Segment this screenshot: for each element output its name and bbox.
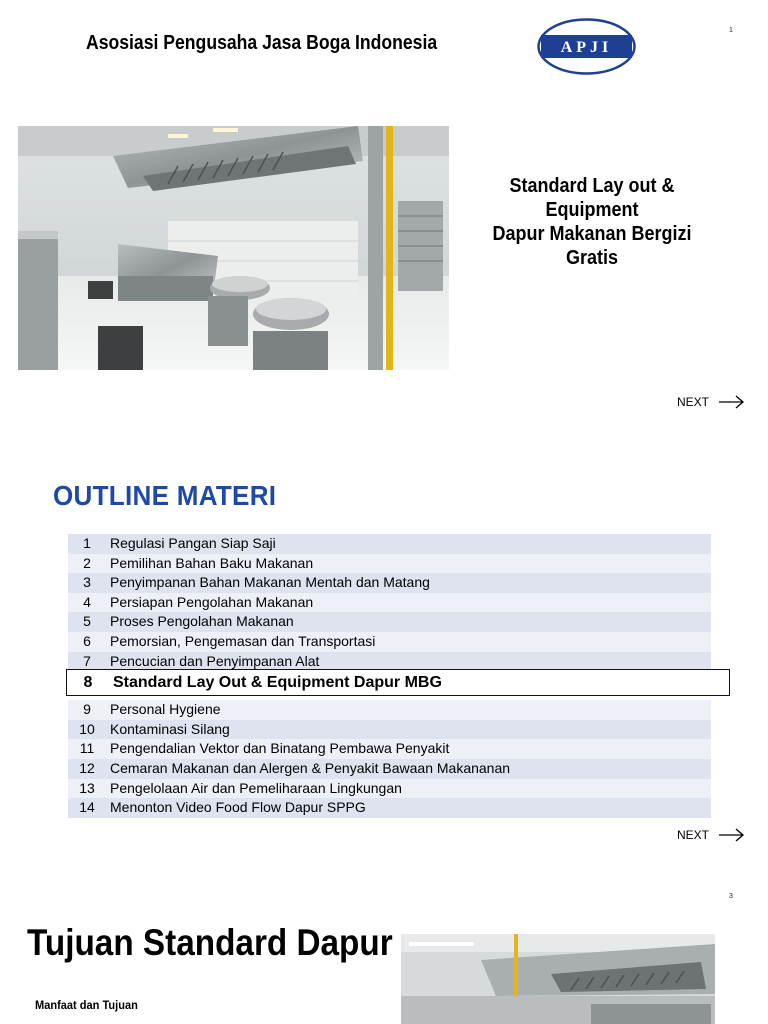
list-item: 2 Pemilihan Bahan Baku Makanan xyxy=(68,554,711,574)
outline-title: OUTLINE MATERI xyxy=(53,480,277,511)
list-item: 6 Pemorsian, Pengemasan dan Transportasi xyxy=(68,632,711,652)
apji-logo xyxy=(537,18,636,75)
page-number: 1 xyxy=(729,27,733,34)
highlighted-item-label: Standard Lay Out & Equipment Dapur MBG xyxy=(113,673,442,691)
list-item: 4 Persiapan Pengolahan Makanan xyxy=(68,593,711,613)
list-item: 10 Kontaminasi Silang xyxy=(68,720,711,740)
list-item: 12 Cemaran Makanan dan Alergen & Penyakit Bawaan Makananan xyxy=(68,759,711,779)
page-number: 3 xyxy=(729,893,733,900)
list-item: 7 Pencucian dan Penyimpanan Alat xyxy=(68,652,711,672)
next-button[interactable] xyxy=(677,395,745,409)
slide1-title-line2: Dapur Makanan Bergizi Gratis xyxy=(492,223,692,269)
list-item: 9 Personal Hygiene xyxy=(68,700,711,720)
next-label: NEXT xyxy=(677,395,710,409)
highlighted-item-number: 8 xyxy=(83,673,93,691)
arrow-right-icon xyxy=(719,395,745,409)
slide1-title-line1: Standard Lay out & Equipment xyxy=(509,175,675,221)
next-label: NEXT xyxy=(677,828,710,842)
list-item: 1 Regulasi Pangan Siap Saji xyxy=(68,534,711,554)
list-item: 13 Pengelolaan Air dan Pemeliharaan Lingkungan xyxy=(68,779,711,799)
kitchen-photo xyxy=(18,126,449,370)
slide3-subtitle: Manfaat dan Tujuan xyxy=(35,998,138,1012)
kitchen-photo xyxy=(401,934,715,1024)
slide3-title: Tujuan Standard Dapur xyxy=(27,922,393,963)
highlighted-list-item xyxy=(66,669,730,696)
logo-text: APJI xyxy=(560,39,613,56)
list-item: 5 Proses Pengolahan Makanan xyxy=(68,612,711,632)
org-name: Asosiasi Pengusaha Jasa Boga Indonesia xyxy=(86,32,438,54)
arrow-right-icon xyxy=(719,828,745,842)
next-button[interactable] xyxy=(677,828,745,842)
slide1-title xyxy=(466,174,718,270)
list-item: 3 Penyimpanan Bahan Makanan Mentah dan Matang xyxy=(68,573,711,593)
list-item: 14 Menonton Video Food Flow Dapur SPPG xyxy=(68,798,711,818)
list-item: 11 Pengendalian Vektor dan Binatang Pembawa Penyakit xyxy=(68,739,711,759)
